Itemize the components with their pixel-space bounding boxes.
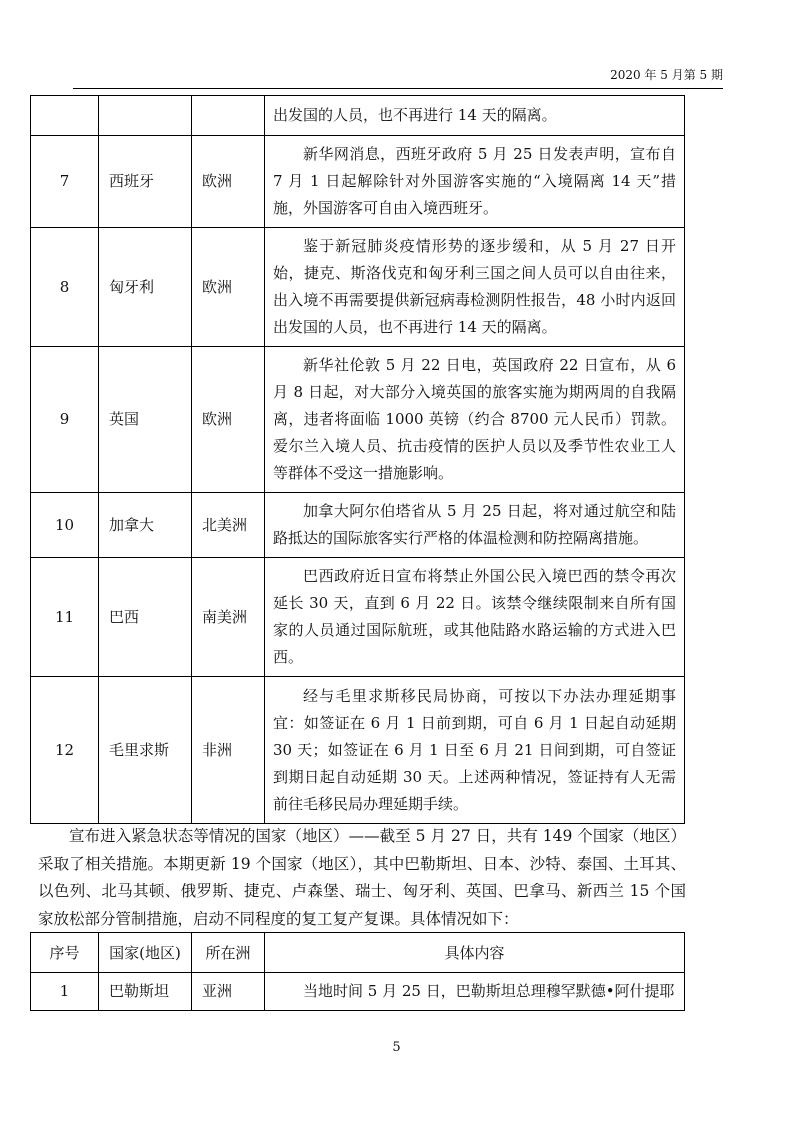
continent-name: 欧洲 [192, 228, 265, 347]
country-name [99, 96, 192, 136]
running-header: 2020 年 5 月第 5 期 [610, 68, 723, 82]
row-content: 新华社伦敦 5 月 22 日电，英国政府 22 日宣布，从 6 月 8 日起，对大部分入境英国的旅客实施为期两周的自我隔离，违者将面临 1000 英镑（约合 8700 元人民币）罚款。爱尔兰入境人员、抗击疫情的医护人员以及季节性农业工人等群体不受这一措施影响。 [265, 347, 685, 493]
row-content: 经与毛里求斯移民局协商，可按以下办法办理延期事宜：如签证在 6 月 1 日前到期，可自 6 月 1 日起自动延期 30 天；如签证在 6 月 1 日至 6 月 21 日间到期，可自签证到期日起自动延期 30 天。上述两种情况，签证持有人无需前往毛移民局办理延期手续。 [265, 677, 685, 824]
continent-name: 南美洲 [192, 558, 265, 677]
country-name: 巴西 [99, 558, 192, 677]
continent-name [192, 96, 265, 136]
table-row [31, 347, 685, 493]
row-content: 出发国的人员，也不再进行 14 天的隔离。 [265, 96, 685, 136]
table-row [31, 493, 685, 558]
table-header-row [31, 933, 685, 973]
continent-name: 非洲 [192, 677, 265, 824]
continent-name: 欧洲 [192, 136, 265, 228]
table-row [31, 677, 685, 824]
table-row [31, 558, 685, 677]
row-content: 新华网消息，西班牙政府 5 月 25 日发表声明，宣布自 7 月 1 日起解除针对外国游客实施的“入境隔离 14 天”措施，外国游客可自由入境西班牙。 [265, 136, 685, 228]
column-header-continent: 所在洲 [192, 933, 265, 973]
page-number: 5 [392, 1040, 401, 1055]
row-content: 当地时间 5 月 25 日，巴勒斯坦总理穆罕默德•阿什提耶 [265, 973, 685, 1011]
row-content: 巴西政府近日宣布将禁止外国公民入境巴西的禁令再次延长 30 天，直到 6 月 22 日。该禁令继续限制来自所有国家的人员通过国际航班，或其他陆路水路运输的方式进入巴西。 [265, 558, 685, 677]
row-number: 9 [31, 347, 99, 493]
column-header-country: 国家(地区) [99, 933, 192, 973]
table-row [31, 228, 685, 347]
country-name: 巴勒斯坦 [99, 973, 192, 1011]
country-name: 英国 [99, 347, 192, 493]
row-number: 7 [31, 136, 99, 228]
row-content: 鉴于新冠肺炎疫情形势的逐步缓和，从 5 月 27 日开始，捷克、斯洛伐克和匈牙利三国之间人员可以自由往来， 出入境不再需要提供新冠病毒检测阴性报告，48 小时内返回出发国的人员，也不再进行 14 天的隔离。 [265, 228, 685, 347]
table-row [31, 136, 685, 228]
continent-name: 欧洲 [192, 347, 265, 493]
header-rule [73, 88, 723, 89]
column-header-content: 具体内容 [265, 933, 685, 973]
country-name: 加拿大 [99, 493, 192, 558]
row-number: 10 [31, 493, 99, 558]
relaxation-measures-table [30, 932, 685, 1011]
table-row [31, 96, 685, 136]
table-row [31, 973, 685, 1011]
continent-name: 亚洲 [192, 973, 265, 1011]
row-content: 加拿大阿尔伯塔省从 5 月 25 日起，将对通过航空和陆路抵达的国际旅客实行严格的体温检测和防控隔离措施。 [265, 493, 685, 558]
column-header-number: 序号 [31, 933, 99, 973]
row-number: 8 [31, 228, 99, 347]
country-measures-table-continued [30, 95, 685, 824]
body-paragraph: 宣布进入紧急状态等情况的国家（地区）——截至 5 月 27 日，共有 149 个国家（地区）采取了相关措施。本期更新 19 个国家（地区），其中巴勒斯坦、日本、沙特、泰国、土耳其、以色列、北马其顿、俄罗斯、捷克、卢森堡、瑞士、匈牙利、英国、巴拿马、新西兰 15 个国家放松部分管制措施，启动不同程度的复工复产复课。具体情况如下： [38, 827, 686, 928]
row-number: 11 [31, 558, 99, 677]
country-name: 匈牙利 [99, 228, 192, 347]
continent-name: 北美洲 [192, 493, 265, 558]
row-number: 1 [31, 973, 99, 1011]
country-name: 毛里求斯 [99, 677, 192, 824]
row-number [31, 96, 99, 136]
row-number: 12 [31, 677, 99, 824]
country-name: 西班牙 [99, 136, 192, 228]
